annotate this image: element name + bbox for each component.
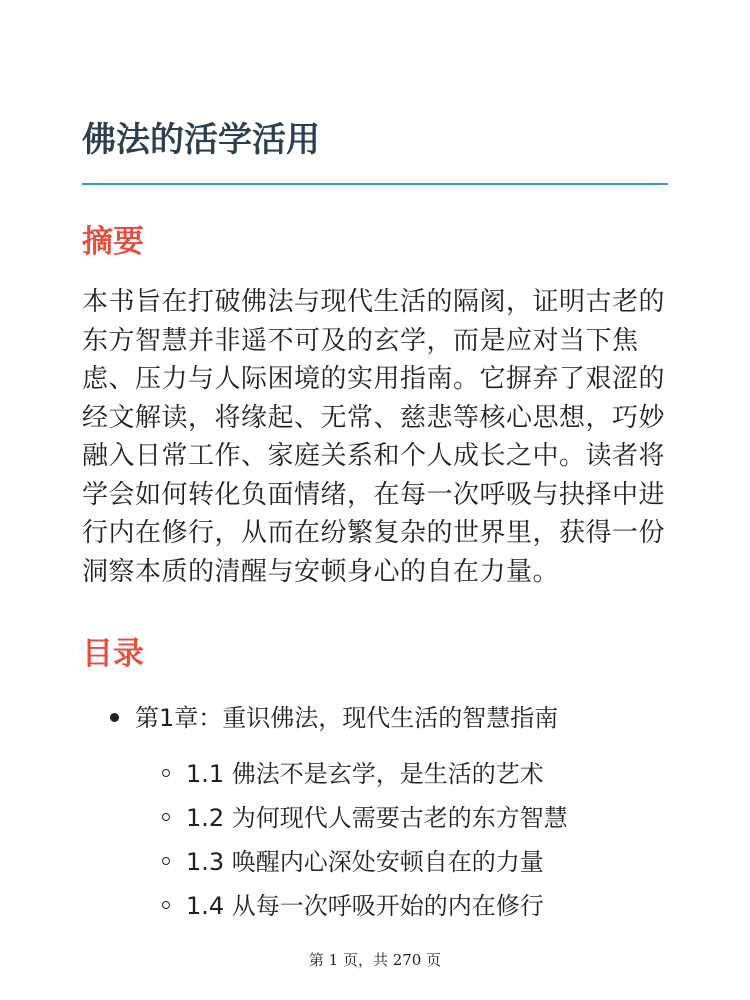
toc-chapter-label: 第1章：重识佛法，现代生活的智慧指南: [135, 704, 559, 732]
toc-section-label: 1.1 佛法不是玄学，是生活的艺术: [186, 760, 544, 788]
toc-section-item: [162, 800, 568, 836]
toc-section-label: 1.4 从每一次呼吸开始的内在修行: [186, 892, 544, 920]
toc-chapter-item: [110, 700, 558, 736]
toc-section-item: [162, 756, 544, 792]
abstract-body: 本书旨在打破佛法与现代生活的隔阂，证明古老的东方智慧并非遥不可及的玄学，而是应对当下焦虑、压力与人际困境的实用指南。它摒弃了艰涩的经文解读，将缘起、无常、慈悲等核心思想，巧妙融入日常工作、家庭关系和个人成长之中。读者将学会如何转化负面情绪，在每一次呼吸与抉择中进行内在修行，从而在纷繁复杂的世界里，获得一份洞察本质的清醒与安顿身心的自在力量。: [82, 287, 666, 587]
toc-heading: 目录: [82, 636, 144, 672]
bullet-disc-icon: [110, 713, 119, 722]
toc-section-label: 1.2 为何现代人需要古老的东方智慧: [186, 804, 568, 832]
bullet-circle-icon: [162, 813, 170, 821]
bullet-circle-icon: [162, 769, 170, 777]
bullet-circle-icon: [162, 901, 170, 909]
toc-section-item: [162, 888, 544, 924]
bullet-circle-icon: [162, 857, 170, 865]
document-title: 佛法的活学活用: [82, 120, 320, 160]
toc-section-item: [162, 844, 544, 880]
page-number-footer: 第 1 页，共 270 页: [308, 951, 442, 969]
toc-section-label: 1.3 唤醒内心深处安顿自在的力量: [186, 848, 544, 876]
abstract-heading: 摘要: [82, 224, 144, 260]
title-divider: [82, 183, 668, 185]
